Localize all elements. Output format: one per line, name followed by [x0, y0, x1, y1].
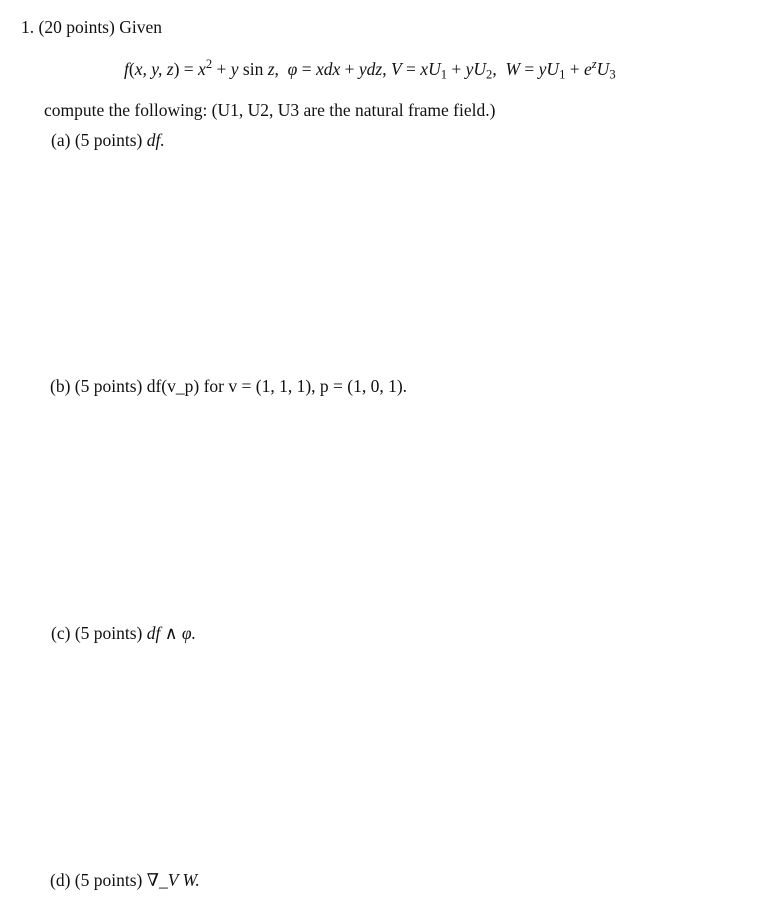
part-d	[50, 869, 200, 891]
part-a-text: df.	[146, 130, 165, 150]
part-b-label: (b)	[50, 376, 71, 396]
part-b-text: df(v_p) for v = (1, 1, 1), p = (1, 0, 1).	[146, 376, 408, 396]
problem-header	[21, 16, 162, 38]
given-equation: f(x, y, $z) = x^2 + y$ sin z, φ = xdx + ydz, $V = xU_1 + yU_2$, $W = yU_1 + e^zU_3$	[124, 57, 616, 82]
part-c-label: (c)	[51, 623, 71, 643]
part-c-points: (5 points)	[74, 623, 143, 643]
part-c-text: df ∧ φ.	[146, 623, 196, 643]
part-b-points: (5 points)	[74, 376, 143, 396]
part-d-text: ∇_V W.	[146, 870, 200, 890]
part-d-label: (d)	[50, 870, 71, 890]
problem-points: (20 points)	[38, 17, 115, 37]
problem-intro: Given	[119, 17, 162, 37]
compute-instructions	[44, 99, 495, 121]
part-a-label: (a)	[51, 130, 71, 150]
part-d-points: (5 points)	[74, 870, 143, 890]
part-a	[51, 129, 165, 151]
part-c	[51, 622, 196, 644]
part-b	[50, 375, 407, 397]
part-a-points: (5 points)	[74, 130, 143, 150]
compute-text: compute the following: (U1, U2, U3 are the natural frame field.)	[44, 100, 496, 120]
problem-number: 1.	[21, 17, 35, 37]
